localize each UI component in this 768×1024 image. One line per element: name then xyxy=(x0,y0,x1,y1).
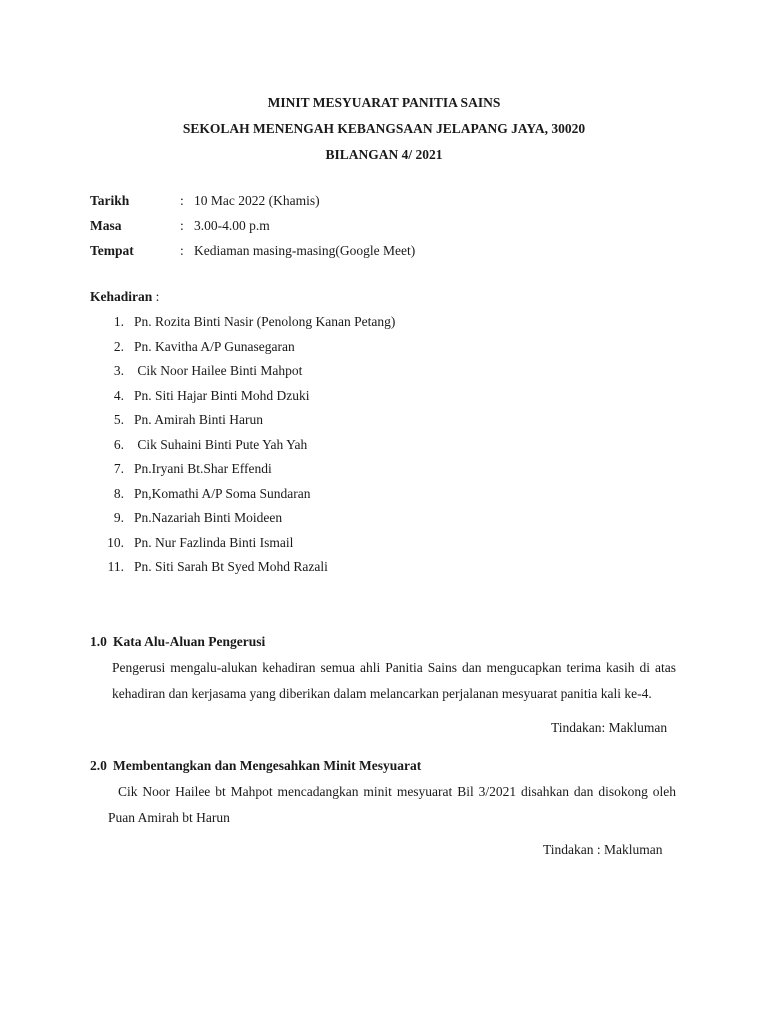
meta-place-label: Tempat xyxy=(90,243,134,258)
section-body: Pengerusi mengalu-alukan kehadiran semua ahli Panitia Sains dan mengucapkan terima kasih di atas kehadiran dan kerjasama yang diberikan dalam melancarkan perjalanan mesyuarat panitia kali ke-4. xyxy=(112,660,676,701)
meeting-details xyxy=(90,188,415,263)
list-item-number: 2. xyxy=(113,338,124,354)
list-item-name: Pn,Komathi A/P Soma Sundaran xyxy=(134,485,311,501)
list-item xyxy=(90,482,395,507)
list-item-name: Cik Noor Hailee Binti Mahpot xyxy=(134,363,303,378)
list-item-name: Pn. Kavitha A/P Gunasegaran xyxy=(134,338,295,354)
header-number: BILANGAN 4/ 2021 xyxy=(325,147,443,162)
section-welcome xyxy=(90,629,690,707)
list-item-number: 1. xyxy=(113,314,124,329)
section-heading xyxy=(90,753,690,779)
list-item-name: Pn. Siti Hajar Binti Mohd Dzuki xyxy=(134,387,310,403)
meta-place-row xyxy=(90,238,415,263)
list-item-name: Cik Suhaini Binti Pute Yah Yah xyxy=(134,436,308,452)
list-item-number: 5. xyxy=(113,412,124,427)
header-title: MINIT MESYUARAT PANITIA SAINS xyxy=(267,95,501,110)
list-item-name: Pn. Amirah Binti Harun xyxy=(134,412,263,427)
list-item-name: Pn.Nazariah Binti Moideen xyxy=(134,510,283,525)
list-item-name: Pn. Siti Sarah Bt Syed Mohd Razali xyxy=(134,559,328,574)
list-item-number: 6. xyxy=(113,436,124,452)
section-number: 1.0 xyxy=(90,634,107,649)
section-body: Cik Noor Hailee bt Mahpot mencadangkan minit mesyuarat Bil 3/2021 disahkan dan disokong oleh Puan Amirah bt Harun xyxy=(108,784,676,825)
attendance-label: Kehadiran xyxy=(90,289,153,304)
section-number: 2.0 xyxy=(90,758,107,773)
list-item-number: 3. xyxy=(113,363,124,378)
list-item-number: 4. xyxy=(113,387,124,403)
meta-place-value: Kediaman masing-masing(Google Meet) xyxy=(194,243,416,258)
list-item-number: 10. xyxy=(107,534,124,550)
meta-time-row xyxy=(90,213,415,238)
list-item-number: 7. xyxy=(113,461,124,476)
meta-colon: : xyxy=(180,243,184,258)
section-title: Kata Alu-Aluan Pengerusi xyxy=(113,634,266,649)
attendance-list xyxy=(90,310,395,580)
list-item xyxy=(90,531,395,556)
list-item-number: 11. xyxy=(107,559,124,574)
section-title: Membentangkan dan Mengesahkan Minit Mesyuarat xyxy=(113,758,422,773)
list-item xyxy=(90,408,395,433)
attendance-colon: : xyxy=(152,289,160,304)
list-item-number: 9. xyxy=(113,510,124,525)
meta-date-row xyxy=(90,188,415,213)
attendance-heading xyxy=(90,286,159,308)
list-item xyxy=(90,506,395,531)
section-action: Tindakan : Makluman xyxy=(543,842,663,857)
meta-colon: : xyxy=(180,193,184,208)
meta-time-label: Masa xyxy=(90,218,122,233)
meta-date-value: 10 Mac 2022 (Khamis) xyxy=(194,193,320,208)
list-item-name: Pn.Iryani Bt.Shar Effendi xyxy=(134,461,272,476)
meta-time-value: 3.00-4.00 p.m xyxy=(194,218,270,233)
list-item-number: 8. xyxy=(113,485,124,501)
list-item xyxy=(90,359,395,384)
list-item-name: Pn. Rozita Binti Nasir (Penolong Kanan Petang) xyxy=(134,314,396,329)
section-heading xyxy=(90,629,690,655)
meta-date-label: Tarikh xyxy=(90,193,130,208)
meta-colon: : xyxy=(180,218,184,233)
section-action: Tindakan: Makluman xyxy=(551,720,668,735)
section-minutes xyxy=(90,753,690,831)
list-item xyxy=(90,310,395,335)
list-item xyxy=(90,433,395,458)
list-item xyxy=(90,555,395,580)
document-header xyxy=(0,90,768,168)
list-item xyxy=(90,457,395,482)
list-item xyxy=(90,384,395,409)
list-item xyxy=(90,335,395,360)
list-item-name: Pn. Nur Fazlinda Binti Ismail xyxy=(134,534,294,550)
header-school: SEKOLAH MENENGAH KEBANGSAAN JELAPANG JAYA, 30020 xyxy=(182,121,586,136)
